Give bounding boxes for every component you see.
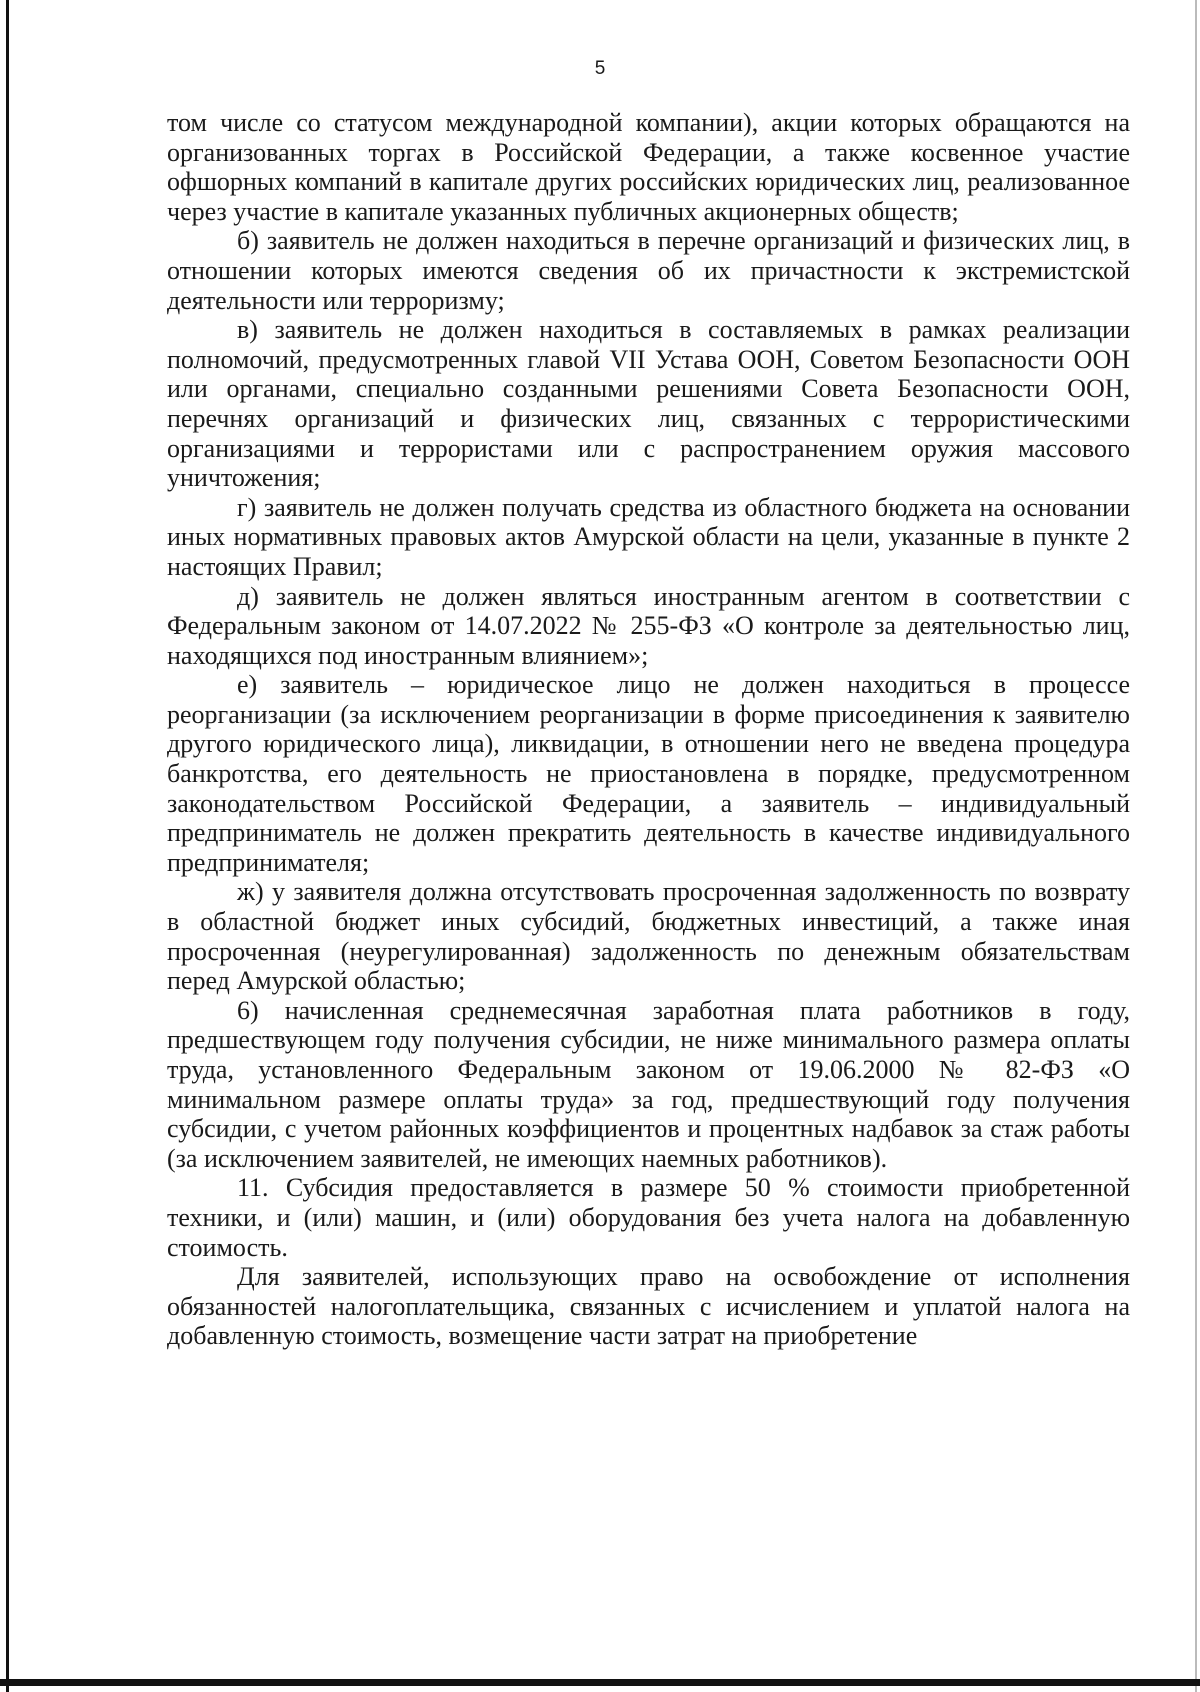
paragraph-clause-11: 11. Субсидия предоставляется в размере 50 % стоимости приобретенной техники, и (или) машин, и (или) оборудования без учета налога на добавленную стоимость. — [167, 1173, 1130, 1262]
page-number: 5 — [594, 58, 606, 79]
paragraph-vat-exempt: Для заявителей, использующих право на освобождение от исполнения обязанностей налогоплательщика, связанных с исчислением и уплатой налога на добавленную стоимость, возмещение части затрат на приобретение — [167, 1262, 1130, 1351]
paragraph-item-b: б) заявитель не должен находиться в перечне организаций и физических лиц, в отношении которых имеются сведения об их причастности к экстремистской деятельности или терроризму; — [167, 226, 1130, 315]
paragraph-item-e: е) заявитель – юридическое лицо не должен находиться в процессе реорганизации (за исключением реорганизации в форме присоединения к заявителю другого юридического лица), ликвидации, в отношении него не введена процедура банкротства, его деятельность не приостановлена в порядке, предусмотренном законодательством Российской Федерации, а заявитель – индивидуальный предприниматель не должен прекратить деятельность в качестве индивидуального предпринимателя; — [167, 670, 1130, 877]
paragraph-item-v: в) заявитель не должен находиться в составляемых в рамках реализации полномочий, предусмотренных главой VII Устава ООН, Советом Безопасности ООН или органами, специально созданными решениями Совета Безопасности ООН, перечнях организаций и физических лиц, связанных с террористическими организациями и террористами или с распространением оружия массового уничтожения; — [167, 315, 1130, 493]
scan-edge-left — [6, 0, 9, 1692]
paragraph-continuation: том числе со статусом международной компании), акции которых обращаются на организованных торгах в Российской Федерации, а также косвенное участие офшорных компаний в капитале других российских юридических лиц, реализованное через участие в капитале указанных публичных акционерных обществ; — [167, 108, 1130, 226]
scan-edge-right — [1195, 0, 1197, 1692]
paragraph-item-g: г) заявитель не должен получать средства из областного бюджета на основании иных нормативных правовых актов Амурской области на цели, указанные в пункте 2 настоящих Правил; — [167, 492, 1130, 581]
scan-edge-bottom — [0, 1679, 1200, 1686]
paragraph-item-zh: ж) у заявителя должна отсутствовать просроченная задолженность по возврату в областной бюджет иных субсидий, бюджетных инвестиций, а также иная просроченная (неурегулированная) задолженность по денежным обязательствам перед Амурской областью; — [167, 877, 1130, 996]
paragraph-item-d: д) заявитель не должен являться иностранным агентом в соответствии с Федеральным законом от 14.07.2022 № 255-ФЗ «О контроле за деятельностью лиц, находящихся под иностранным влиянием»; — [167, 581, 1130, 670]
document-body — [167, 108, 1130, 1351]
paragraph-item-6: 6) начисленная среднемесячная заработная плата работников в году, предшествующем году получения субсидии, не ниже минимального размера оплаты труда, установленного Федеральным законом от 19.06.2000 № 82-ФЗ «О минимальном размере оплаты труда» за год, предшествующий году получения субсидии, с учетом районных коэффициентов и процентных надбавок за стаж работы (за исключением заявителей, не имеющих наемных работников). — [167, 995, 1130, 1173]
